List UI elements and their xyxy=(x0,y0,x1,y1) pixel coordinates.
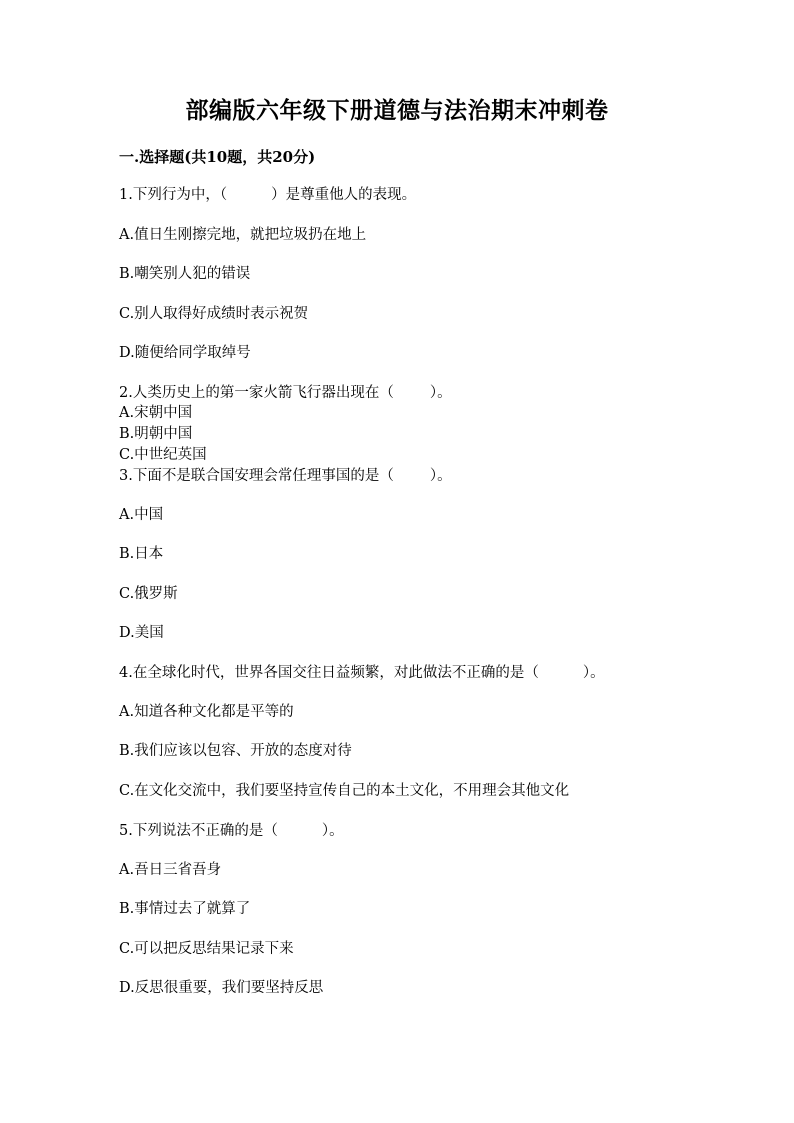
option-3-b: B.日本 xyxy=(119,546,164,562)
question-2-stem-before: 2.人类历史上的第一家火箭飞行器出现在（ xyxy=(119,385,394,401)
question-5-stem-after: ）。 xyxy=(321,823,344,839)
option-1-b: B.嘲笑别人犯的错误 xyxy=(119,266,251,282)
page-title: 部编版六年级下册道德与法治期末冲刺卷 xyxy=(185,97,609,124)
question-stem-5 xyxy=(119,821,344,841)
option-1-d: D.随便给同学取绰号 xyxy=(119,345,251,361)
option-2-b: B.明朝中国 xyxy=(119,426,193,442)
question-2-stem-after: ）。 xyxy=(429,385,452,401)
question-stem-4 xyxy=(119,663,605,683)
option-3-d: D.美国 xyxy=(119,625,164,641)
option-5-d: D.反思很重要，我们要坚持反思 xyxy=(119,980,324,996)
option-3-c: C.俄罗斯 xyxy=(119,586,178,602)
question-1-stem-before: 1.下列行为中，（ xyxy=(119,187,228,203)
option-5-a: A.吾日三省吾身 xyxy=(119,862,222,878)
option-2-c: C.中世纪英国 xyxy=(119,447,207,463)
option-1-a: A.值日生刚擦完地，就把垃圾扔在地上 xyxy=(119,227,367,243)
question-stem-3 xyxy=(119,466,452,486)
question-4-stem-before: 4.在全球化时代，世界各国交往日益频繁，对此做法不正确的是（ xyxy=(119,665,539,681)
option-4-c: C.在文化交流中，我们要坚持宣传自己的本土文化，不用理会其他文化 xyxy=(119,783,570,799)
option-5-c: C.可以把反思结果记录下来 xyxy=(119,941,294,957)
option-4-a: A.知道各种文化都是平等的 xyxy=(119,704,294,720)
question-stem-1 xyxy=(119,185,416,205)
option-4-b: B.我们应该以包容、开放的态度对待 xyxy=(119,743,352,759)
question-1-stem-after: ）是尊重他人的表现。 xyxy=(271,187,417,203)
question-3-stem-before: 3.下面不是联合国安理会常任理事国的是（ xyxy=(119,468,394,484)
option-5-b: B.事情过去了就算了 xyxy=(119,901,251,917)
question-stem-2 xyxy=(119,383,452,403)
option-2-a: A.宋朝中国 xyxy=(119,405,193,421)
question-4-stem-after: ）。 xyxy=(582,665,605,681)
option-3-a: A.中国 xyxy=(119,507,164,523)
question-5-stem-before: 5.下列说法不正确的是（ xyxy=(119,823,278,839)
option-1-c: C.别人取得好成绩时表示祝贺 xyxy=(119,306,309,322)
section-heading: 一.选择题(共10题，共20分) xyxy=(119,148,316,166)
question-3-stem-after: ）。 xyxy=(429,468,452,484)
